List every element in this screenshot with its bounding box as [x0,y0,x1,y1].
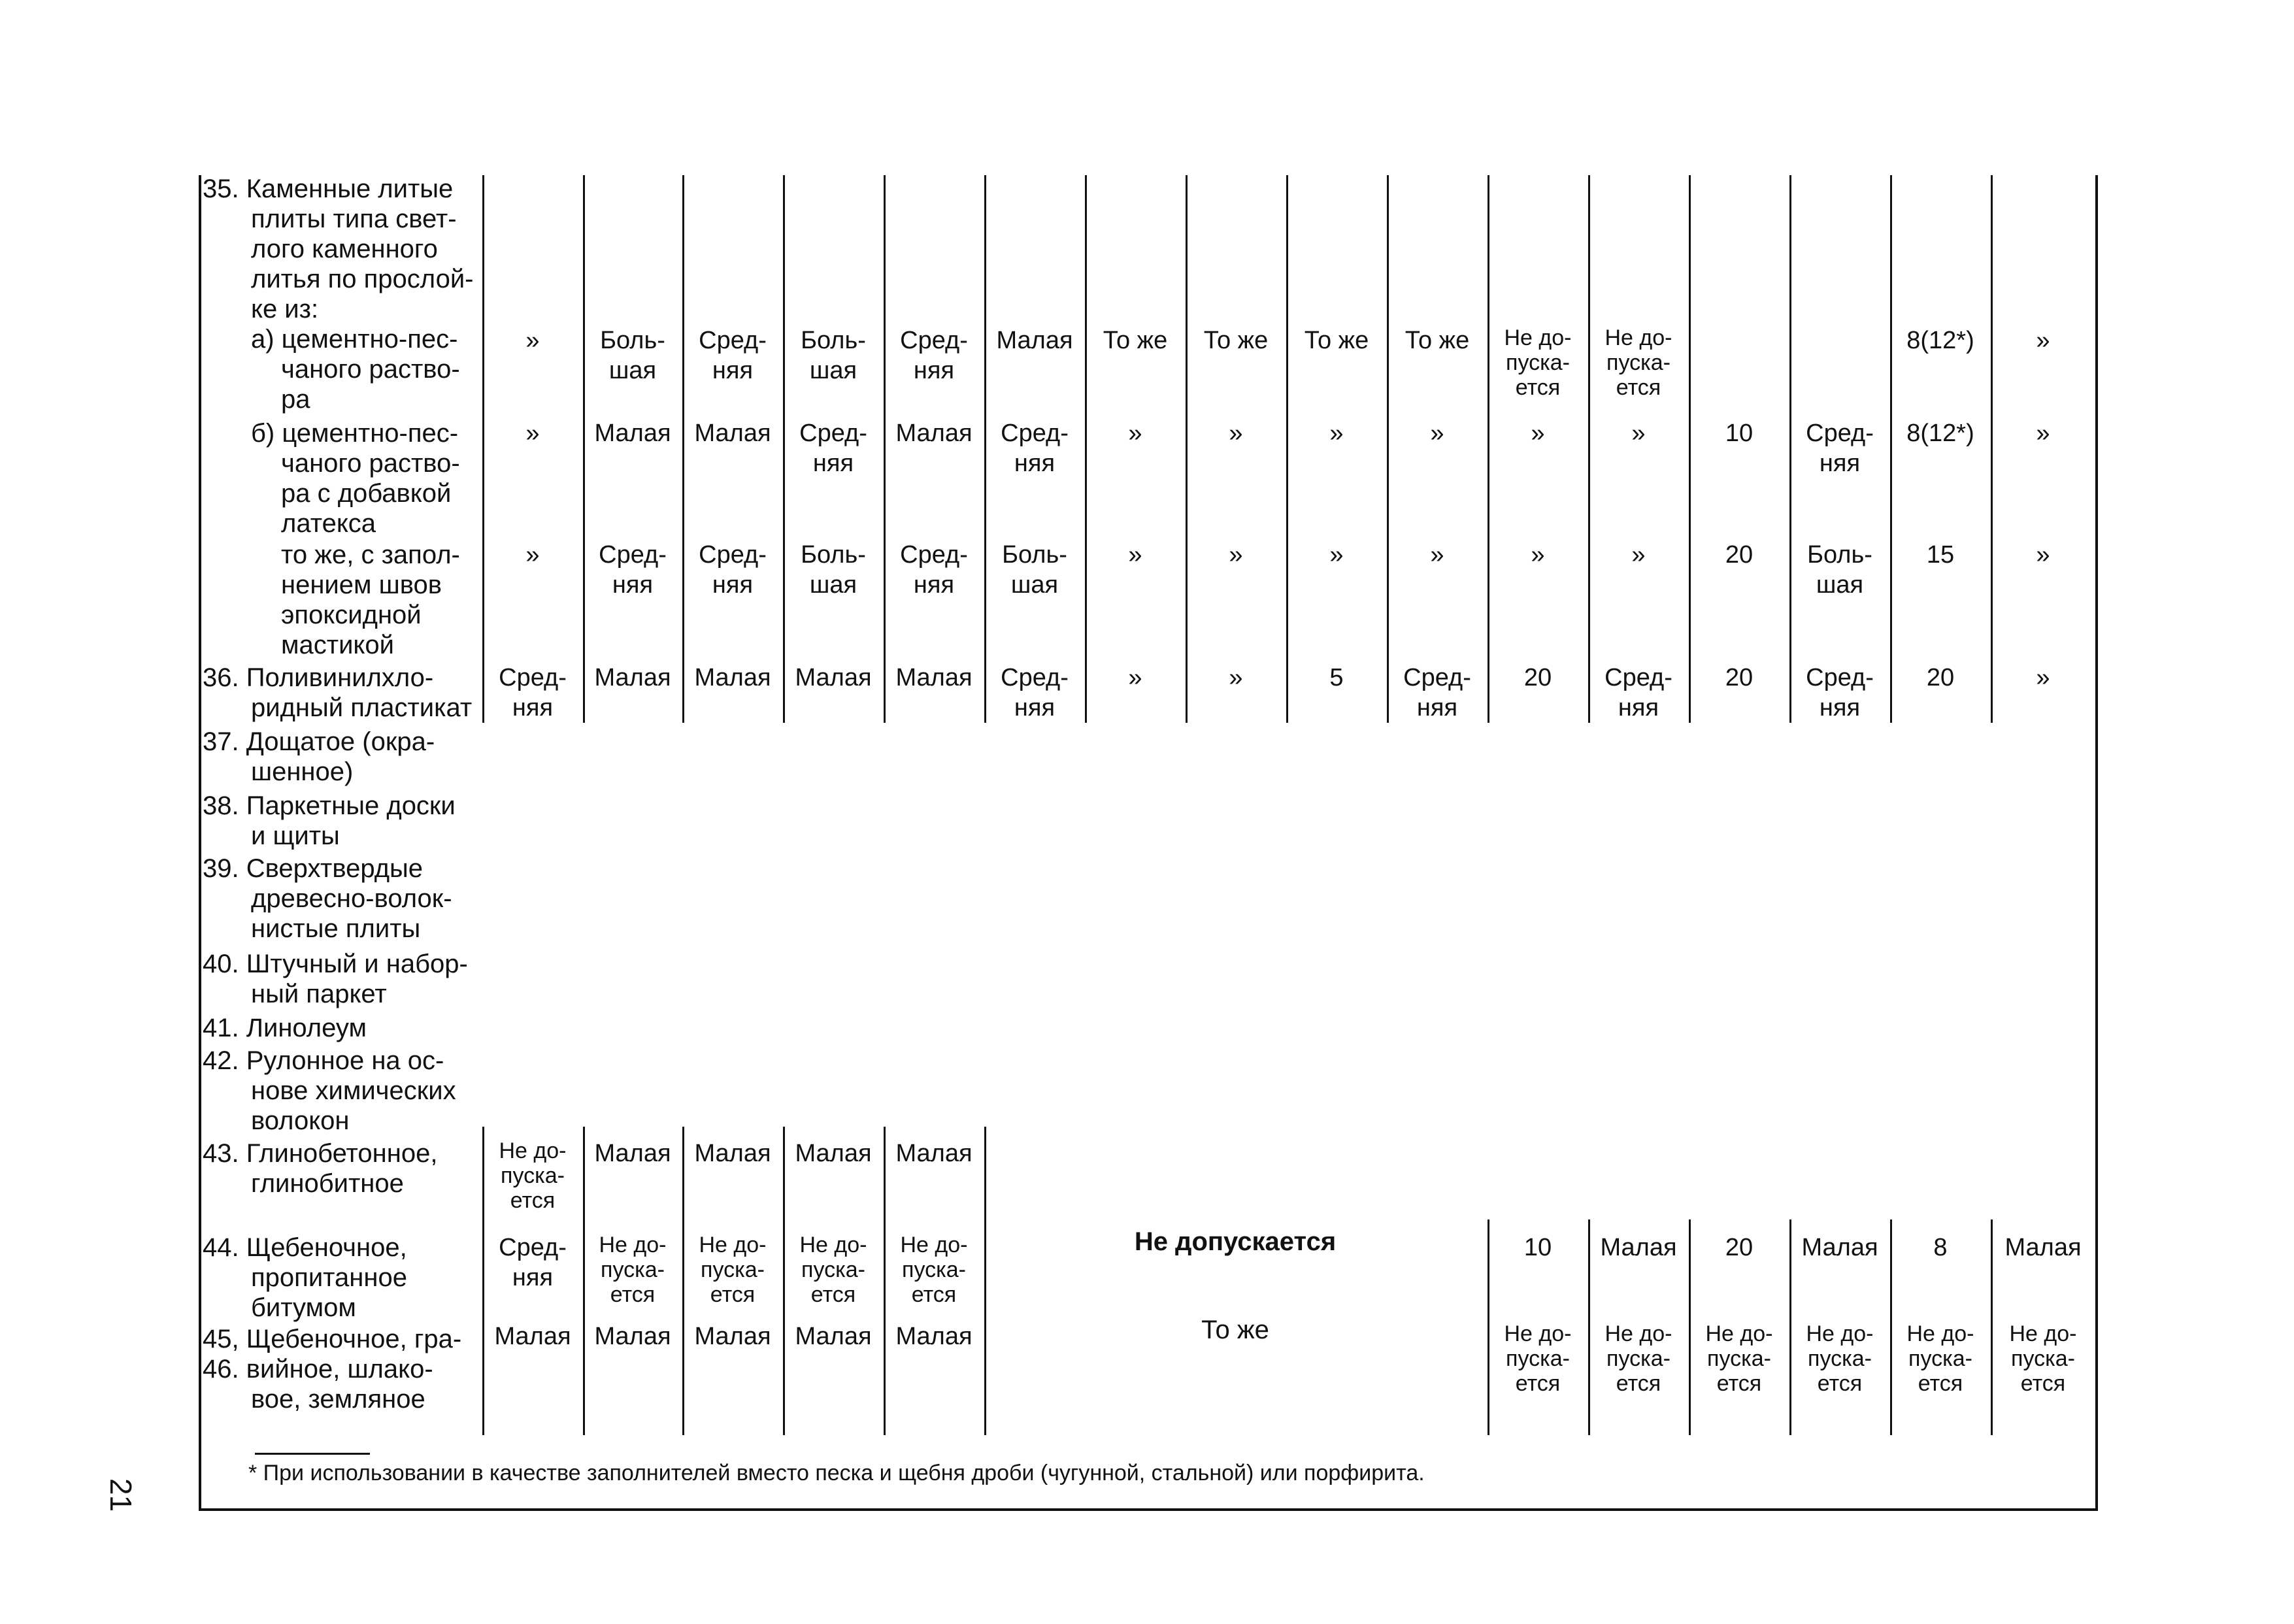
row-39-label: 39. Сверхтвердые древесно-волок- нистые плиты [203,854,452,943]
row-35a-cell: То же [1103,327,1168,354]
row-36-cell: Сред- няя [1403,664,1471,721]
row-36-label: 36. Поливинилхло- ридный пластикат [203,663,473,722]
row-44-cell: 20 [1725,1234,1754,1261]
row-35a-cell: То же [1405,327,1470,354]
row-45-cell: Не до- пуска- ется [1906,1321,1974,1396]
row-35a-cell: Боль- шая [801,327,866,384]
row-35c-cell: » [1229,541,1243,569]
row-35c-cell: » [2036,541,2050,569]
column-divider [1991,1219,1993,1435]
row-35c-cell: Боль- шая [1002,541,1067,599]
row-45-cell: Не до- пуска- ется [1705,1321,1773,1396]
row-36-cell: 20 [1725,664,1754,691]
row-43-cell: Не до- пуска- ется [499,1138,567,1213]
column-divider [1488,175,1489,723]
row-35c-cell: » [525,541,540,569]
row-44-cell: Не до- пуска- ется [900,1233,968,1307]
row-35b-cell: » [1229,420,1243,447]
row-36-cell: 20 [1926,664,1955,691]
row-36-cell: » [2036,664,2050,691]
row-41-label: 41. Линолеум [203,1014,367,1042]
row-35a-cell: Малая [996,327,1073,354]
row-35b-cell: » [1329,420,1344,447]
row-35b-label: б) цементно-пес- чаного раство- ра с добавкой латекса [251,419,460,538]
column-divider [1186,175,1188,723]
row-44-cell: 8 [1933,1234,1948,1261]
row-38-label: 38. Паркетные доски и щиты [203,791,456,850]
row-36-cell: » [1128,664,1142,691]
row-44-cell: Малая [1600,1234,1677,1261]
row-45-cell: Малая [494,1323,571,1350]
row-44-cell: Малая [2004,1234,2082,1261]
footnote: * При использовании в качестве заполнителей вместо песка и щебня дроби (чугунной, стальной) или порфирита. [248,1461,1425,1485]
row-35c-cell: » [1631,541,1646,569]
column-divider [1689,175,1691,723]
row-35b-cell: Сред- няя [799,420,867,477]
row-35a-cell: » [2036,327,2050,354]
merged-same-45: То же [1201,1316,1269,1344]
row-35b-cell: » [1531,420,1545,447]
row-43-label: 43. Глинобетонное, глинобитное [203,1139,438,1198]
row-35a-label: а) цементно-пес- чаного раство- ра [251,325,460,414]
row-35b-cell: » [1128,420,1142,447]
row-42-label: 42. Рулонное на ос- нове химических волокон [203,1046,456,1135]
row-36-cell: Сред- няя [499,664,567,721]
row-44-cell: Не до- пуска- ется [599,1233,667,1307]
column-divider [1387,175,1389,723]
row-43-cell: Малая [895,1140,972,1167]
page-number: 21 [104,1478,138,1512]
column-divider [482,175,484,723]
row-35b-cell: Малая [694,420,771,447]
row-35a-cell: Не до- пуска- ется [1604,325,1672,400]
row-35b-cell: » [525,420,540,447]
row-35b-cell: » [2036,420,2050,447]
row-36-cell: Малая [694,664,771,691]
row-35b-cell: 10 [1725,420,1754,447]
column-divider [1890,175,1892,723]
row-44-cell: 10 [1523,1234,1552,1261]
row-45-cell: Малая [795,1323,872,1350]
row-36-cell: 5 [1329,664,1344,691]
row-35c-cell: » [1128,541,1142,569]
merged-not-allowed-44: Не допускается [1134,1227,1337,1256]
row-45-cell: Не до- пуска- ется [1504,1321,1572,1396]
row-45-46-label: 45, Щебеночное, гра- 46. вийное, шлако- вое, земляное [203,1325,462,1414]
row-35c-cell: Сред- няя [699,541,767,599]
column-divider [682,175,684,723]
row-43-cell: Малая [795,1140,872,1167]
row-35b-cell: Сред- няя [1001,420,1069,477]
row-43-cell: Малая [594,1140,671,1167]
row-35b-cell: » [1430,420,1444,447]
column-divider [884,175,886,723]
row-35c-cell: » [1430,541,1444,569]
column-divider [1286,175,1288,723]
row-43-cell: Малая [694,1140,771,1167]
column-divider [984,1127,986,1435]
row-45-cell: Не до- пуска- ется [2009,1321,2077,1396]
row-36-cell: Сред- няя [1604,664,1672,721]
row-35c-label: то же, с запол- нением швов эпоксидной мастикой [281,540,460,659]
row-35c-cell: 15 [1926,541,1955,569]
row-35c-cell: » [1531,541,1545,569]
row-35b-cell: Малая [895,420,972,447]
row-35a-cell: Сред- няя [900,327,968,384]
row-35a-cell: Не до- пуска- ется [1504,325,1572,400]
row-44-cell: Малая [1801,1234,1878,1261]
row-36-cell: » [1229,664,1243,691]
row-35b-cell: Сред- няя [1806,420,1874,477]
row-35a-cell: То же [1304,327,1369,354]
column-divider [1991,175,1993,723]
row-35c-cell: Сред- няя [599,541,667,599]
row-36-cell: Малая [594,664,671,691]
row-35b-cell: 8(12*) [1906,420,1974,447]
column-divider [583,175,585,723]
row-44-cell: Не до- пуска- ется [799,1233,867,1307]
row-35a-cell: Боль- шая [600,327,665,384]
row-45-cell: Не до- пуска- ется [1806,1321,1874,1396]
table-left-border [199,175,201,1511]
row-36-cell: Малая [895,664,972,691]
row-45-cell: Малая [594,1323,671,1350]
row-35-label: 35. Каменные литые плиты типа свет- лого каменного литья по прослой- ке из: [203,174,474,323]
row-35a-cell: 8(12*) [1906,327,1974,354]
column-divider [1588,175,1590,723]
column-divider [1085,175,1087,723]
row-35b-cell: Малая [594,420,671,447]
row-35c-cell: 20 [1725,541,1754,569]
row-35c-cell: Боль- шая [1807,541,1872,599]
row-44-cell: Не до- пуска- ется [699,1233,767,1307]
row-37-label: 37. Дощатое (окра- шенное) [203,727,435,786]
row-36-cell: Малая [795,664,872,691]
table-bottom-border [199,1508,2098,1511]
row-45-cell: Малая [694,1323,771,1350]
row-45-cell: Малая [895,1323,972,1350]
row-35a-cell: То же [1203,327,1269,354]
row-35a-cell: » [525,327,540,354]
row-44-cell: Сред- няя [499,1234,567,1291]
row-40-label: 40. Штучный и набор- ный паркет [203,950,468,1008]
row-36-cell: Сред- няя [1001,664,1069,721]
footnote-rule [255,1453,370,1455]
table-right-border [2095,175,2098,1511]
row-36-cell: Сред- няя [1806,664,1874,721]
row-35c-cell: » [1329,541,1344,569]
row-44-label: 44. Щебеночное, пропитанное битумом [203,1233,407,1322]
row-35c-cell: Боль- шая [801,541,866,599]
row-35c-cell: Сред- няя [900,541,968,599]
row-35b-cell: » [1631,420,1646,447]
row-36-cell: 20 [1523,664,1552,691]
row-35a-cell: Сред- няя [699,327,767,384]
row-45-cell: Не до- пуска- ется [1604,1321,1672,1396]
